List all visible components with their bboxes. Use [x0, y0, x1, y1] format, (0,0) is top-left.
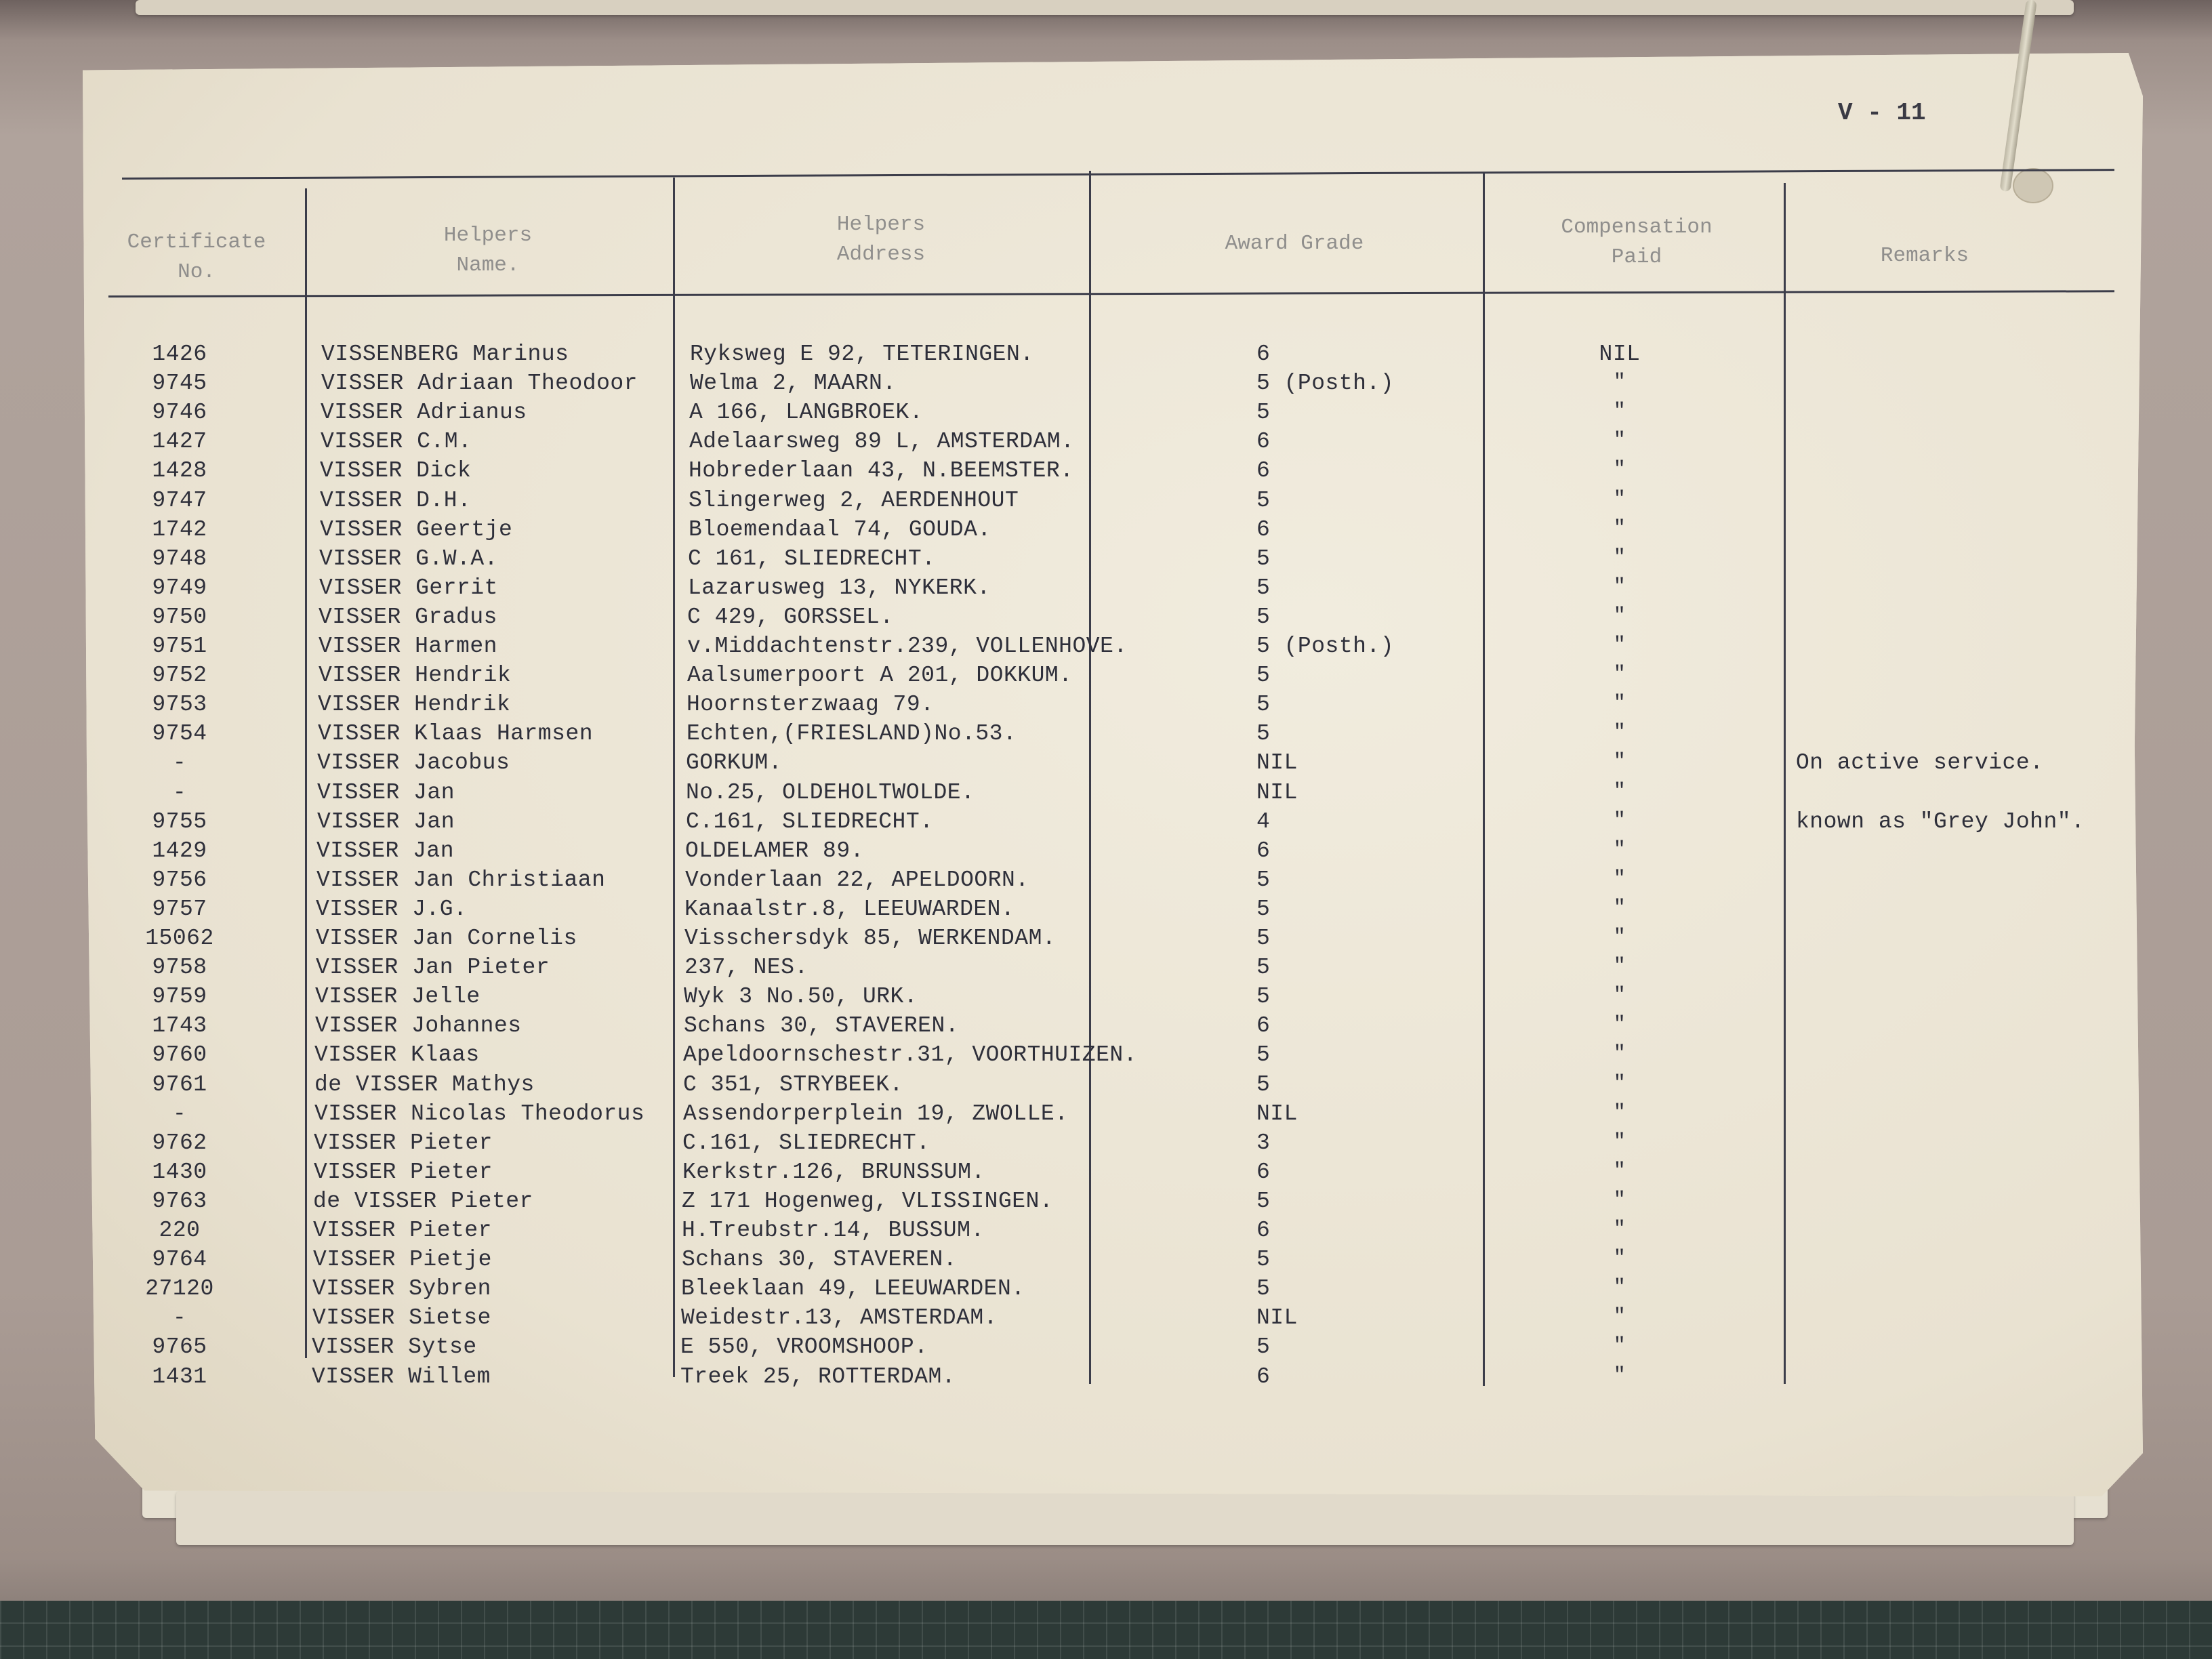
certificate-number: 9762: [152, 1130, 207, 1155]
compensation-paid: ": [1613, 663, 1626, 686]
award-grade: 5: [1256, 955, 1271, 980]
helper-name: VISSER J.G.: [316, 897, 468, 922]
certificate-number: 9754: [152, 721, 207, 746]
helper-name: VISSER Klaas: [314, 1042, 480, 1067]
certificate-number: 9761: [152, 1072, 207, 1097]
helper-address: C.161, SLIEDRECHT.: [682, 1130, 930, 1155]
compensation-paid: ": [1613, 809, 1626, 832]
award-grade: 5: [1256, 488, 1271, 513]
header-helpers-address: Helpers Address: [836, 213, 926, 266]
helper-address: C 351, STRYBEEK.: [683, 1072, 903, 1097]
award-grade: 5: [1256, 721, 1271, 746]
certificate-number: 27120: [145, 1276, 214, 1301]
helper-name: VISSER Jan: [316, 838, 455, 863]
award-grade: 6: [1256, 838, 1271, 863]
compensation-paid: ": [1613, 575, 1626, 598]
helper-address: Bloemendaal 74, GOUDA.: [689, 517, 991, 542]
helper-name: VISSER Jan Cornelis: [316, 926, 577, 951]
helper-name: VISSER Pieter: [313, 1218, 492, 1243]
helper-name: VISSER Hendrik: [318, 692, 511, 717]
award-grade: 5: [1256, 867, 1271, 893]
award-grade: 6: [1256, 458, 1271, 483]
underlying-sheet: [176, 1491, 2074, 1545]
helper-address: Schans 30, STAVEREN.: [684, 1013, 960, 1038]
compensation-paid: ": [1613, 1334, 1626, 1357]
compensation-paid: ": [1613, 400, 1626, 423]
compensation-paid: ": [1613, 429, 1626, 452]
helper-address: A 166, LANGBROEK.: [689, 400, 924, 425]
compensation-paid: ": [1613, 926, 1626, 949]
certificate-number: 1426: [152, 342, 207, 367]
helper-name: de VISSER Pieter: [313, 1189, 533, 1214]
compensation-paid: ": [1613, 955, 1626, 978]
compensation-paid: ": [1613, 1247, 1626, 1270]
helper-address: C 429, GORSSEL.: [687, 605, 894, 630]
cutting-mat: [0, 1601, 2212, 1659]
helper-address: Vonderlaan 22, APELDOORN.: [685, 867, 1029, 893]
helper-address: Apeldoornschestr.31, VOORTHUIZEN.: [683, 1042, 1138, 1067]
award-grade: 6: [1256, 1013, 1271, 1038]
helper-address: Ryksweg E 92, TETERINGEN.: [690, 342, 1034, 367]
helper-name: VISSER Sybren: [312, 1276, 491, 1301]
award-grade: 5 (Posth.): [1256, 634, 1395, 659]
helper-address: Bleeklaan 49, LEEUWARDEN.: [681, 1276, 1025, 1301]
helper-name: VISSER Dick: [320, 458, 472, 483]
certificate-number: 1429: [152, 838, 207, 863]
certificate-number: 9749: [152, 575, 207, 600]
helper-address: Weidestr.13, AMSTERDAM.: [681, 1305, 998, 1330]
certificate-number: 9753: [152, 692, 207, 717]
certificate-number: 9745: [152, 371, 207, 396]
compensation-paid: ": [1613, 1218, 1626, 1241]
compensation-paid: ": [1613, 1305, 1626, 1328]
certificate-number: 9747: [152, 488, 207, 513]
helper-name: VISSER Jan Pieter: [316, 955, 550, 980]
award-grade: 6: [1256, 429, 1271, 454]
helper-address: Echten,(FRIESLAND)No.53.: [687, 721, 1017, 746]
page-reference: V - 11: [1838, 99, 1926, 127]
compensation-paid: ": [1613, 546, 1626, 569]
helper-name: VISSER C.M.: [321, 429, 472, 454]
helper-name: VISSER Jelle: [315, 984, 480, 1009]
helper-address: C.161, SLIEDRECHT.: [686, 809, 934, 834]
compensation-paid: ": [1613, 867, 1626, 890]
compensation-paid: ": [1613, 721, 1626, 744]
compensation-paid: ": [1613, 1072, 1626, 1095]
helper-name: VISSER Hendrik: [319, 663, 512, 688]
helper-address: Hobrederlaan 43, N.BEEMSTER.: [689, 458, 1074, 483]
helper-address: E 550, VROOMSHOOP.: [680, 1334, 928, 1359]
award-grade: 5: [1256, 1072, 1271, 1097]
helper-name: VISSER Nicolas Theodorus: [314, 1101, 645, 1126]
certificate-number: 9748: [152, 546, 207, 571]
underlying-sheet: [136, 0, 2074, 15]
helper-address: Kanaalstr.8, LEEUWARDEN.: [684, 897, 1015, 922]
helper-name: VISSER Jan: [317, 780, 455, 805]
compensation-paid: ": [1613, 692, 1626, 715]
helper-name: VISSER Klaas Harmsen: [318, 721, 594, 746]
certificate-number: 9756: [152, 867, 207, 893]
helper-name: VISSER D.H.: [320, 488, 472, 513]
award-grade: NIL: [1256, 780, 1298, 805]
certificate-number: 1427: [152, 429, 207, 454]
award-grade: 5: [1256, 984, 1271, 1009]
compensation-paid: NIL: [1599, 342, 1641, 367]
certificate-number: 1430: [152, 1160, 207, 1185]
compensation-paid: ": [1613, 750, 1626, 773]
column-divider: [1784, 183, 1786, 1384]
helper-name: VISSER Gradus: [319, 605, 497, 630]
certificate-number: 1742: [152, 517, 207, 542]
helper-address: C 161, SLIEDRECHT.: [688, 546, 936, 571]
certificate-number: 9763: [152, 1189, 207, 1214]
award-grade: NIL: [1256, 1101, 1298, 1126]
compensation-paid: ": [1613, 1013, 1626, 1036]
header-remarks: Remarks: [1880, 244, 1969, 268]
helper-address: Assendorperplein 19, ZWOLLE.: [683, 1101, 1069, 1126]
award-grade: 5: [1256, 575, 1271, 600]
helper-address: Lazarusweg 13, NYKERK.: [688, 575, 991, 600]
award-grade: 5: [1256, 546, 1271, 571]
helper-name: VISSER Sytse: [312, 1334, 477, 1359]
award-grade: 6: [1256, 1364, 1271, 1389]
helper-address: No.25, OLDEHOLTWOLDE.: [686, 780, 975, 805]
award-grade: 5: [1256, 1042, 1271, 1067]
helper-name: VISSER Jan: [317, 809, 455, 834]
compensation-paid: ": [1613, 1189, 1626, 1212]
certificate-number: -: [172, 1305, 187, 1330]
award-grade: 5: [1256, 605, 1271, 630]
helper-name: VISSER Pieter: [314, 1160, 493, 1185]
compensation-paid: ": [1613, 634, 1626, 657]
award-grade: 5: [1256, 400, 1271, 425]
award-grade: 5: [1256, 1247, 1271, 1272]
header-compensation-paid: Compensation Paid: [1561, 216, 1713, 269]
certificate-number: 9757: [152, 897, 207, 922]
certificate-number: 9751: [152, 634, 207, 659]
compensation-paid: ": [1613, 838, 1626, 861]
helper-address: Slingerweg 2, AERDENHOUT: [689, 488, 1019, 513]
compensation-paid: ": [1613, 1364, 1626, 1387]
certificate-number: 9750: [152, 605, 207, 630]
award-grade: 5 (Posth.): [1256, 371, 1395, 396]
award-grade: 6: [1256, 1218, 1271, 1243]
compensation-paid: ": [1613, 371, 1626, 394]
helper-address: v.Middachtenstr.239, VOLLENHOVE.: [687, 634, 1128, 659]
header-helpers-name: Helpers Name.: [443, 224, 533, 277]
award-grade: 3: [1256, 1130, 1271, 1155]
award-grade: 5: [1256, 1334, 1271, 1359]
helper-address: Welma 2, MAARN.: [690, 371, 897, 396]
column-divider: [305, 188, 307, 1358]
helper-name: VISSER Adrianus: [321, 400, 527, 425]
certificate-number: 9764: [152, 1247, 207, 1272]
compensation-paid: ": [1613, 458, 1626, 481]
column-divider: [1483, 173, 1485, 1386]
award-grade: 5: [1256, 692, 1271, 717]
award-grade: 6: [1256, 342, 1271, 367]
certificate-number: 1743: [152, 1013, 207, 1038]
certificate-number: 9758: [152, 955, 207, 980]
certificate-number: 1431: [152, 1364, 207, 1389]
compensation-paid: ": [1613, 984, 1626, 1007]
helper-address: H.Treubstr.14, BUSSUM.: [682, 1218, 985, 1243]
certificate-number: 9746: [152, 400, 207, 425]
helper-address: Visschersdyk 85, WERKENDAM.: [684, 926, 1057, 951]
punch-hole: [2013, 168, 2053, 203]
helper-name: de VISSER Mathys: [314, 1072, 535, 1097]
helper-address: Aalsumerpoort A 201, DOKKUM.: [687, 663, 1073, 688]
certificate-number: 1428: [152, 458, 207, 483]
award-grade: 6: [1256, 1160, 1271, 1185]
helper-address: Adelaarsweg 89 L, AMSTERDAM.: [689, 429, 1075, 454]
remark: known as "Grey John".: [1796, 809, 2085, 834]
remark: On active service.: [1796, 750, 2044, 775]
award-grade: 5: [1256, 897, 1271, 922]
certificate-number: 9755: [152, 809, 207, 834]
helper-name: VISSER Adriaan Theodoor: [321, 371, 638, 396]
helper-address: OLDELAMER 89.: [685, 838, 864, 863]
header-certificate-no: Certificate No.: [127, 230, 266, 284]
compensation-paid: ": [1613, 605, 1626, 628]
compensation-paid: ": [1613, 897, 1626, 920]
helper-address: Hoornsterzwaag 79.: [687, 692, 935, 717]
compensation-paid: ": [1613, 1160, 1626, 1183]
award-grade: 5: [1256, 1276, 1271, 1301]
certificate-number: 9760: [152, 1042, 207, 1067]
helper-address: GORKUM.: [686, 750, 783, 775]
award-grade: 4: [1256, 809, 1271, 834]
helper-name: VISSER Sietse: [312, 1305, 491, 1330]
certificate-number: -: [172, 780, 187, 805]
certificate-number: 15062: [145, 926, 214, 951]
helper-name: VISSER G.W.A.: [319, 546, 498, 571]
helper-address: Kerkstr.126, BRUNSSUM.: [682, 1160, 985, 1185]
award-grade: 5: [1256, 926, 1271, 951]
helper-address: Z 171 Hogenweg, VLISSINGEN.: [682, 1189, 1054, 1214]
helper-name: VISSER Geertje: [320, 517, 513, 542]
certificate-number: -: [172, 1101, 187, 1126]
compensation-paid: ": [1613, 1130, 1626, 1153]
helper-name: VISSER Pieter: [314, 1130, 493, 1155]
certificate-number: 9765: [152, 1334, 207, 1359]
header-award-grade: Award Grade: [1225, 232, 1364, 255]
certificate-number: 220: [159, 1218, 201, 1243]
compensation-paid: ": [1613, 1042, 1626, 1065]
award-grade: 5: [1256, 1189, 1271, 1214]
certificate-number: -: [172, 750, 187, 775]
compensation-paid: ": [1613, 488, 1626, 511]
helper-name: VISSER Harmen: [319, 634, 497, 659]
helper-name: VISSER Johannes: [315, 1013, 522, 1038]
helper-address: Treek 25, ROTTERDAM.: [680, 1364, 956, 1389]
helper-address: Schans 30, STAVEREN.: [682, 1247, 958, 1272]
compensation-paid: ": [1613, 1276, 1626, 1299]
award-grade: 5: [1256, 663, 1271, 688]
compensation-paid: ": [1613, 517, 1626, 540]
helper-address: Wyk 3 No.50, URK.: [684, 984, 918, 1009]
helper-address: 237, NES.: [684, 955, 808, 980]
helper-name: VISSER Jan Christiaan: [316, 867, 606, 893]
certificate-number: 9759: [152, 984, 207, 1009]
helper-name: VISSER Willem: [312, 1364, 491, 1389]
helper-name: VISSER Pietje: [313, 1247, 492, 1272]
award-grade: 6: [1256, 517, 1271, 542]
helper-name: VISSER Gerrit: [319, 575, 498, 600]
compensation-paid: ": [1613, 780, 1626, 803]
compensation-paid: ": [1613, 1101, 1626, 1124]
helper-name: VISSENBERG Marinus: [321, 342, 569, 367]
award-grade: NIL: [1256, 750, 1298, 775]
helper-name: VISSER Jacobus: [317, 750, 510, 775]
certificate-number: 9752: [152, 663, 207, 688]
award-grade: NIL: [1256, 1305, 1298, 1330]
